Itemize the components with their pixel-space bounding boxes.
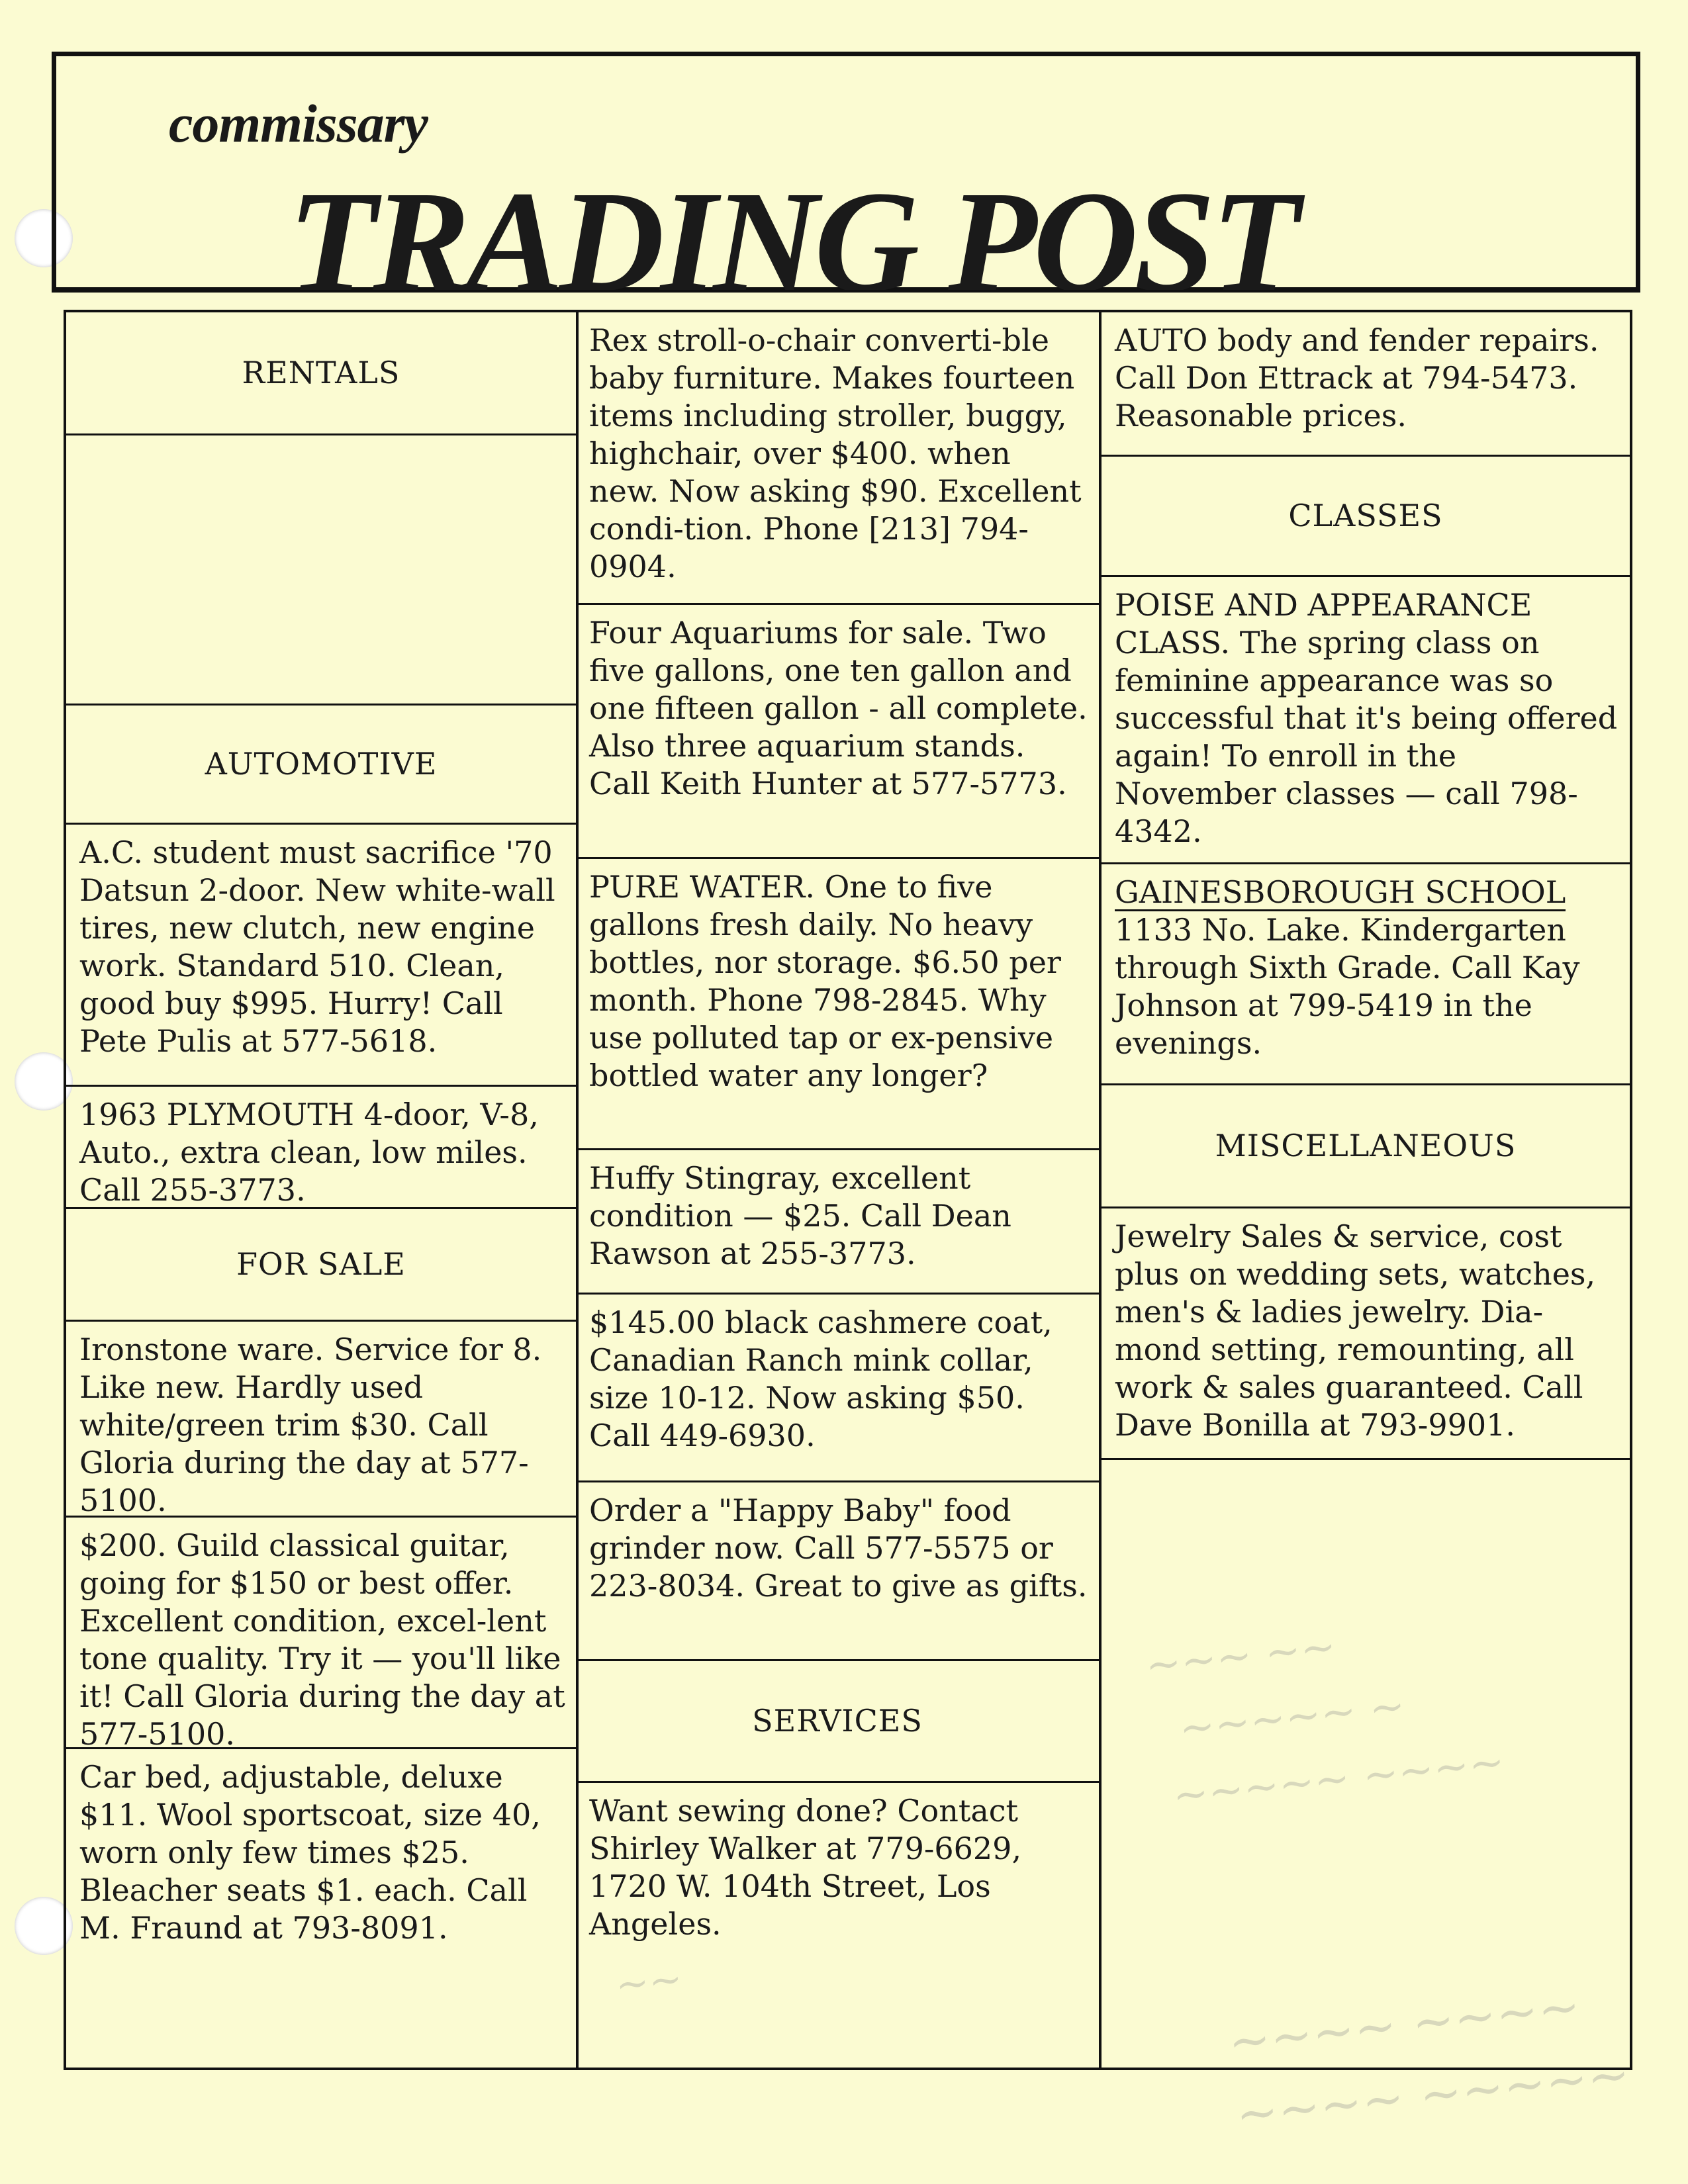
ad-auto-body: AUTO body and fender repairs. Call Don Ettrack at 794-5473. Reasonable prices.	[1102, 312, 1630, 457]
ad-cashmere-coat: $145.00 black cashmere coat, Canadian Ranch mink collar, size 10-12. Now asking $50. Call 449-6930.	[576, 1295, 1099, 1482]
masthead-subtitle: commissary	[169, 93, 428, 154]
services-heading: SERVICES	[752, 1703, 923, 1739]
masthead-rule	[52, 286, 1640, 293]
ad-food-grinder: Order a "Happy Baby" food grinder now. Call 577-5575 or 223-8034. Great to give as gifts.	[576, 1482, 1099, 1661]
classes-heading: CLASSES	[1288, 498, 1443, 533]
section-header-miscellaneous	[1102, 1085, 1630, 1208]
rentals-heading: RENTALS	[242, 355, 400, 390]
handwriting-scribble-right: ~~~ ~~ ~~~~~ ~ ~~~~~ ~~~~	[1143, 1621, 1507, 1823]
ad-pure-water: PURE WATER. One to five gallons fresh daily. No heavy bottles, nor storage. $6.50 per month. Phone 798-2845. Why use polluted tap or ex-pensive bottled water any longer?	[576, 859, 1099, 1150]
ad-stroller: Rex stroll-o-chair converti-ble baby furniture. Makes fourteen items including stroller, buggy, highchair, over $400. when new. Now asking $90. Excellent condi-tion. Phone [213] 794-0904.	[576, 312, 1099, 605]
ad-guitar: $200. Guild classical guitar, going for $150 or best offer. Excellent condition, excel-lent tone quality. Try it — you'll like it! Call Gloria during the day at 577-5100.	[66, 1518, 576, 1749]
column-middle	[576, 312, 1102, 2068]
masthead	[52, 52, 1640, 322]
masthead-title: TRADING POST	[288, 161, 1297, 322]
ad-ironstone: Ironstone ware. Service for 8. Like new. Hardly used white/green trim $30. Call Gloria during the day at 577-5100.	[66, 1322, 576, 1518]
rentals-empty-box	[66, 435, 576, 705]
ad-datsun: A.C. student must sacrifice '70 Datsun 2-door. New white-wall tires, new clutch, new engine work. Standard 510. Clean, good buy $995. Hurry! Call Pete Pulis at 577-5618.	[66, 825, 576, 1087]
section-header-automotive	[66, 705, 576, 825]
miscellaneous-heading: MISCELLANEOUS	[1215, 1128, 1517, 1163]
for-sale-heading: FOR SALE	[236, 1246, 406, 1282]
section-header-classes	[1102, 457, 1630, 577]
section-header-for-sale	[66, 1209, 576, 1322]
column-left	[66, 312, 579, 2068]
ad-car-bed: Car bed, adjustable, deluxe $11. Wool sportscoat, size 40, worn only few times $25. Bleacher seats $1. each. Call M. Fraund at 793-8091.	[79, 1759, 541, 1946]
ad-huffy: Huffy Stingray, excellent condition — $25. Call Dean Rawson at 255-3773.	[576, 1150, 1099, 1295]
section-header-services	[576, 1661, 1099, 1783]
school-title: GAINESBOROUGH SCHOOL	[1115, 874, 1566, 910]
ad-sewing: Want sewing done? Contact Shirley Walker at 779-6629, 1720 W. 104th Street, Los Angeles.	[589, 1793, 1022, 1942]
ad-gainesborough-school	[1102, 864, 1630, 1085]
ad-jewelry: Jewelry Sales & service, cost plus on wedding sets, watches, men's & ladies jewelry. Dia-mond setting, remounting, all work & sales guaranteed. Call Dave Bonilla at 793-9901.	[1102, 1208, 1630, 1460]
handwriting-scribble-bottom-right: ~~~~ ~~~~ ~~~~ ~~~~~	[1225, 1976, 1632, 2144]
handwriting-scribble-middle: ~~	[613, 1955, 684, 2009]
ad-aquariums: Four Aquariums for sale. Two five gallons, one ten gallon and one fifteen gallon - all complete. Also three aquarium stands. Call Keith Hunter at 577-5773.	[576, 605, 1099, 859]
school-body: 1133 No. Lake. Kindergarten through Sixth Grade. Call Kay Johnson at 799-5419 in the evenings.	[1115, 912, 1580, 1061]
ad-poise-class: POISE AND APPEARANCE CLASS. The spring class on feminine appearance was so successful that it's being offered again! To enroll in the November classes — call 798-4342.	[1102, 577, 1630, 864]
ad-plymouth: 1963 PLYMOUTH 4-door, V-8, Auto., extra clean, low miles. Call 255-3773.	[66, 1087, 576, 1209]
section-header-rentals	[66, 312, 576, 435]
automotive-heading: AUTOMOTIVE	[205, 746, 438, 782]
